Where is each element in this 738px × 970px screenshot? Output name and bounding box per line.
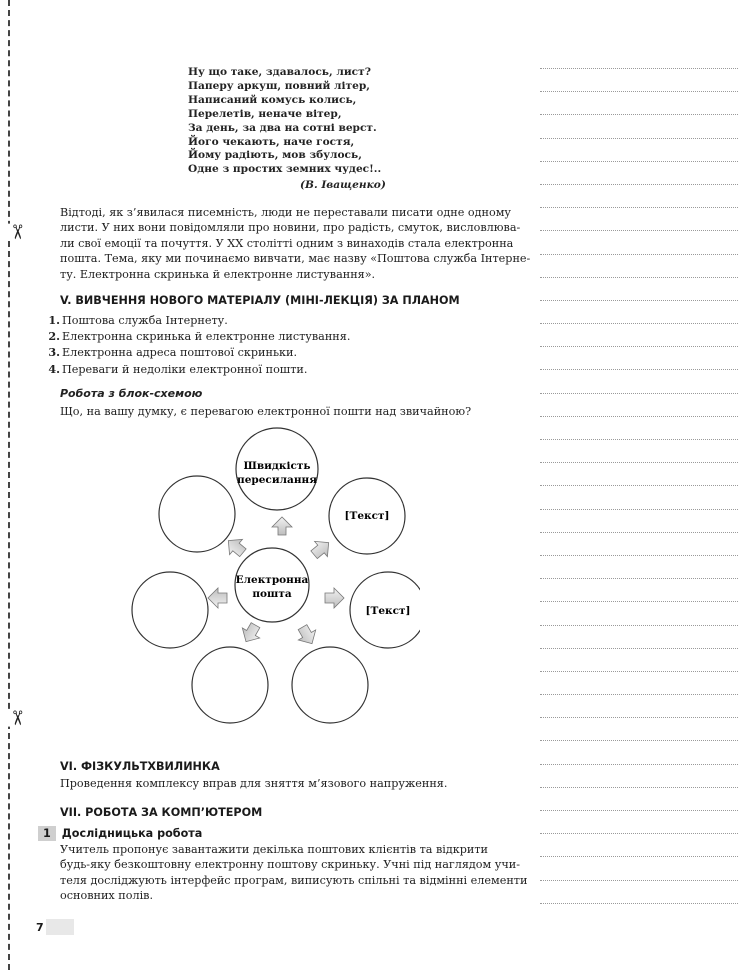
poem-line: Одне з простих земних чудес!..	[188, 163, 382, 176]
paragraph-line: ту. Електронна скринька й електронне листування».	[60, 267, 376, 281]
note-line	[540, 485, 738, 486]
section-heading: V. ВИВЧЕННЯ НОВОГО МАТЕРІАЛУ (МІНІ-ЛЕКЦІЯ) ЗА ПЛАНОМ	[60, 294, 460, 307]
arrow-lower-left	[237, 620, 264, 646]
list-number: 1.	[48, 313, 60, 327]
paragraph-line: основних полів.	[60, 889, 154, 903]
section-heading: VI. ФІЗКУЛЬТХВИЛИНКА	[60, 760, 220, 773]
plan-list	[44, 312, 350, 377]
paragraph-line: Відтоді, як з’явилася писемність, люди не переставали писати одне одному	[60, 206, 511, 219]
poem-line: Паперу аркуш, повний літер,	[188, 79, 370, 92]
paragraph-line: будь-яку безкоштовну електронну поштову скриньку. Учні під наглядом учи-	[60, 858, 521, 872]
note-line	[540, 509, 738, 510]
poem-line: Ну що таке, здавалось, лист?	[188, 66, 371, 78]
arrow-up	[272, 517, 292, 535]
list-text: Електронна адреса поштової скриньки.	[62, 346, 298, 360]
block-diagram	[120, 425, 420, 745]
note-line	[540, 207, 738, 208]
list-number: 2.	[48, 329, 60, 344]
note-line	[540, 68, 738, 69]
note-line	[540, 578, 738, 579]
poem-line: Написаний комусь колись,	[188, 93, 357, 106]
top-label-line2: пересилання	[237, 474, 317, 486]
list-item	[44, 312, 350, 328]
note-line	[540, 532, 738, 533]
note-line	[540, 230, 738, 231]
note-line	[540, 555, 738, 556]
note-line	[540, 717, 738, 718]
circle-lower-right[interactable]	[292, 647, 368, 723]
center-label-line2: пошта	[252, 588, 292, 600]
arrow-lower-right	[294, 622, 321, 648]
note-line	[540, 323, 738, 324]
task-number-badge: 1	[38, 826, 56, 841]
note-line	[540, 648, 738, 649]
note-line	[540, 740, 738, 741]
note-line	[540, 161, 738, 162]
top-label-line1: Швидкість	[243, 460, 311, 472]
list-number: 3.	[48, 345, 60, 360]
note-line	[540, 880, 738, 881]
note-line	[540, 254, 738, 255]
poem-author: (В. Іващенко)	[300, 179, 386, 191]
task-heading	[38, 826, 202, 841]
circle-lower-left[interactable]	[192, 647, 268, 723]
right-lower-label[interactable]: [Текст]	[365, 605, 411, 617]
note-line	[540, 694, 738, 695]
note-line	[540, 138, 738, 139]
intro-paragraph	[60, 205, 531, 282]
note-line	[540, 346, 738, 347]
circle-upper-left[interactable]	[159, 476, 235, 552]
question	[60, 404, 522, 419]
right-upper-label[interactable]: [Текст]	[344, 510, 390, 522]
poem-line: Перелетів, неначе вітер,	[188, 107, 342, 120]
note-line	[540, 277, 738, 278]
note-line	[540, 91, 738, 92]
note-line	[540, 369, 738, 370]
section-heading: VII. РОБОТА ЗА КОМП’ЮТЕРОМ	[60, 806, 263, 819]
center-label-line1: Електронна	[235, 574, 309, 586]
list-text: Електронна скринька й електронне листування.	[62, 330, 351, 344]
note-line	[540, 184, 738, 185]
list-number: 4.	[48, 361, 60, 376]
poem-line: За день, за два на сотні верст.	[188, 121, 377, 134]
note-line	[540, 462, 738, 463]
note-line	[540, 810, 738, 811]
list-item	[44, 361, 350, 377]
note-line	[540, 764, 738, 765]
paragraph-line: пошта. Тема, яку ми починаємо вивчати, має назву «Поштова служба Інтерне-	[60, 252, 531, 266]
note-line	[540, 393, 738, 394]
scissors-icon: ✂	[5, 709, 30, 727]
arrow-left	[208, 588, 227, 608]
arrow-upper-right	[308, 535, 335, 563]
poem-line: Його чекають, наче гостя,	[188, 135, 355, 148]
note-line	[540, 903, 738, 904]
task-title: Дослідницька робота	[61, 827, 203, 840]
section6-text	[60, 776, 522, 791]
list-text: Поштова служба Інтернету.	[62, 314, 228, 327]
arrow-right	[325, 588, 344, 608]
task-paragraph	[60, 842, 528, 904]
paragraph-line: Проведення комплексу вправ для зняття м’язового напруження.	[60, 777, 448, 790]
circle-left[interactable]	[132, 572, 208, 648]
note-line	[540, 856, 738, 857]
note-line	[540, 601, 738, 602]
notes-lines	[540, 68, 738, 926]
list-item	[44, 344, 350, 360]
question-text: Що, на вашу думку, є перевагою електронної пошти над звичайною?	[60, 405, 472, 418]
note-line	[540, 300, 738, 301]
list-text: Переваги й недоліки електронної пошти.	[62, 362, 308, 376]
paragraph-line: Учитель пропонує завантажити декілька поштових клієнтів та відкрити	[60, 843, 489, 856]
paragraph-line: теля досліджують інтерфейс програм, виписують спільні та відмінні елементи	[60, 873, 528, 887]
subheading: Робота з блок-схемою	[60, 387, 203, 400]
list-item	[44, 328, 350, 344]
poem-line: Йому радіють, мов збулось,	[188, 149, 362, 162]
note-line	[540, 625, 738, 626]
note-line	[540, 833, 738, 834]
page-number-bar	[46, 919, 74, 935]
note-line	[540, 671, 738, 672]
note-line	[540, 439, 738, 440]
cut-line	[5, 0, 30, 970]
note-line	[540, 114, 738, 115]
note-line	[540, 416, 738, 417]
scissors-icon: ✂	[5, 223, 30, 241]
poem	[188, 66, 381, 177]
note-line	[540, 787, 738, 788]
page-number: 7	[36, 921, 44, 934]
paragraph-line: ли свої емоції та почуття. У XX столітті одним з винаходів стала електронна	[60, 236, 514, 250]
paragraph-line: листи. У них вони повідомляли про новини, про радість, смуток, висловлюва-	[60, 221, 521, 235]
